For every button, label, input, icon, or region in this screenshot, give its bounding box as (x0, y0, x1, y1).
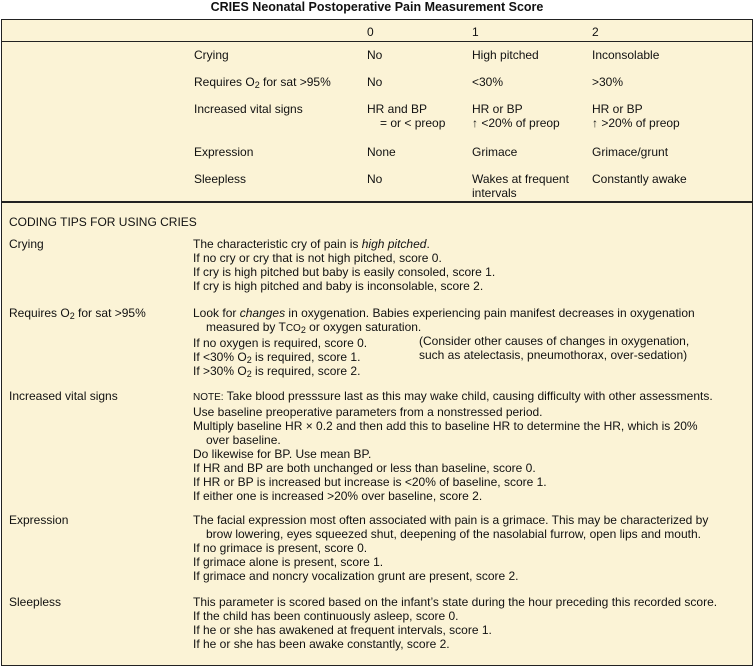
tip-sleepless-line: This parameter is scored based on the infant’s state during the hour preceding this recorded score. (193, 595, 718, 609)
tip-vitals-line: If HR and BP are both unchanged or less than baseline, score 0. (193, 461, 536, 475)
score-cell-line: No (367, 172, 383, 186)
tip-oxygen-line: If <30% $O_2$ is required, score 1. (193, 350, 361, 365)
tip-vitals-line: Use baseline preoperative parameters from a nonstressed period. (193, 405, 543, 419)
tip-oxygen-line: If >30% $O_2$ is required, score 2. (193, 364, 361, 379)
score-cell-line: Wakes at frequent (472, 172, 569, 186)
header-score-2: 2 (592, 25, 599, 39)
coding-tips (1, 202, 753, 666)
score-cell-line: None (367, 145, 396, 159)
score-cell-c0 (367, 145, 396, 159)
score-cell-c1 (472, 102, 560, 130)
score-cell-line: = or < preop (380, 116, 446, 130)
tip-vitals-line: over baseline. (206, 433, 281, 447)
score-cell-line: High pitched (472, 48, 539, 62)
tip-vitals-line: NOTE: Take blood presssure last as this may wake child, causing difficulty with other assessments. (193, 389, 713, 403)
score-row-label: Increased vital signs (194, 102, 303, 116)
score-cell-line: No (367, 48, 383, 62)
score-cell-c0 (367, 75, 382, 89)
tip-sleepless-line: If he or she has been awake constantly, score 2. (193, 637, 450, 651)
score-cell-c2 (592, 75, 623, 89)
tip-label-expression: Expression (9, 513, 69, 527)
tip-label-vitals: Increased vital signs (9, 389, 118, 403)
score-row-label: Crying (194, 48, 229, 62)
tip-vitals-line: If HR or BP is increased but increase is <20% of baseline, score 1. (193, 475, 547, 489)
score-cell-line: No (367, 75, 383, 89)
score-cell-line: Grimace/grunt (592, 145, 669, 159)
coding-tips-title: CODING TIPS FOR USING CRIES (9, 215, 197, 229)
score-cell-c2 (592, 48, 659, 62)
score-cell-line: ↑ >20% of preop (592, 116, 680, 130)
score-cell-c0 (367, 102, 445, 130)
score-cell-c1 (472, 172, 569, 200)
header-divider (2, 41, 752, 42)
score-cell-line: HR or BP (472, 102, 523, 116)
score-row-label: Requires $O_2$ for sat >95% (194, 75, 331, 90)
tip-vitals-line: Do likewise for BP. Use mean BP. (193, 447, 372, 461)
score-table (1, 19, 753, 202)
score-cell-c2 (592, 145, 668, 159)
tip-crying-line: If cry is high pitched but baby is easily consoled, score 1. (193, 265, 496, 279)
tip-vitals-line: If either one is increased >20% over baseline, score 2. (193, 489, 483, 503)
page-title: CRIES Neonatal Postoperative Pain Measurement Score (210, 0, 544, 14)
score-cell-line: <30% (472, 75, 504, 89)
tip-expression-line: If grimace alone is present, score 1. (193, 555, 384, 569)
tip-label-oxygen: Requires $O_2$ for sat >95% (9, 306, 146, 321)
score-cell-c2 (592, 172, 687, 186)
tip-expression-line: The facial expression most often associated with pain is a grimace. This may be characterized by (193, 513, 709, 527)
tip-oxygen-line: If no oxygen is required, score 0. (193, 336, 368, 350)
score-cell-c2 (592, 102, 680, 130)
tip-label-sleepless: Sleepless (9, 595, 62, 609)
tip-vitals (193, 389, 713, 503)
score-cell-line: ↑ <20% of preop (472, 116, 560, 130)
tip-crying-line: If no cry or cry that is not high pitched, score 0. (193, 251, 442, 265)
score-cell-c1 (472, 48, 539, 62)
tip-sleepless-line: If he or she has awakened at frequent intervals, score 1. (193, 623, 492, 637)
score-cell-line: Inconsolable (592, 48, 660, 62)
tip-label-crying: Crying (9, 237, 44, 251)
tip-sleepless (193, 595, 717, 651)
tip-expression-line: brow lowering, eyes squeezed shut, deepening of the nasolabial furrow, open lips and mouth. (206, 527, 701, 541)
tip-oxygen-note: (Consider other causes of changes in oxygenation, such as atelectasis, pneumothorax, over-sedation) (419, 334, 690, 362)
tip-crying (193, 237, 495, 293)
header-score-1: 1 (472, 25, 479, 39)
score-cell-line: HR and BP (367, 102, 428, 116)
tip-expression-line: If no grimace is present, score 0. (193, 541, 368, 555)
tip-oxygen-line: Look for changes in oxygenation. Babies experiencing pain manifest decreases in oxygenation (193, 306, 695, 320)
score-cell-c1 (472, 75, 503, 89)
score-row-label: Expression (194, 145, 254, 159)
header-score-0: 0 (367, 25, 374, 39)
score-cell-line: Constantly awake (592, 172, 687, 186)
tip-expression (193, 513, 708, 583)
score-cell-c0 (367, 172, 382, 186)
tip-vitals-line: Multiply baseline HR × 0.2 and then add this to baseline HR to determine the HR, which is 20% (193, 419, 698, 433)
score-cell-line: intervals (472, 186, 517, 200)
tip-sleepless-line: If the child has been continuously asleep, score 0. (193, 609, 459, 623)
score-cell-line: HR or BP (592, 102, 643, 116)
tip-crying-line: If cry is high pitched and baby is inconsolable, score 2. (193, 279, 484, 293)
score-cell-c0 (367, 48, 382, 62)
score-cell-line: >30% (592, 75, 624, 89)
tip-expression-line: If grimace and noncry vocalization grunt are present, score 2. (193, 569, 519, 583)
score-cell-c1 (472, 145, 517, 159)
tip-oxygen-line: measured by $TCO_2$ or oxygen saturation. (206, 320, 422, 335)
score-cell-line: Grimace (472, 145, 518, 159)
tip-crying-line: The characteristic cry of pain is high pitched. (193, 237, 430, 251)
score-row-label: Sleepless (194, 172, 247, 186)
